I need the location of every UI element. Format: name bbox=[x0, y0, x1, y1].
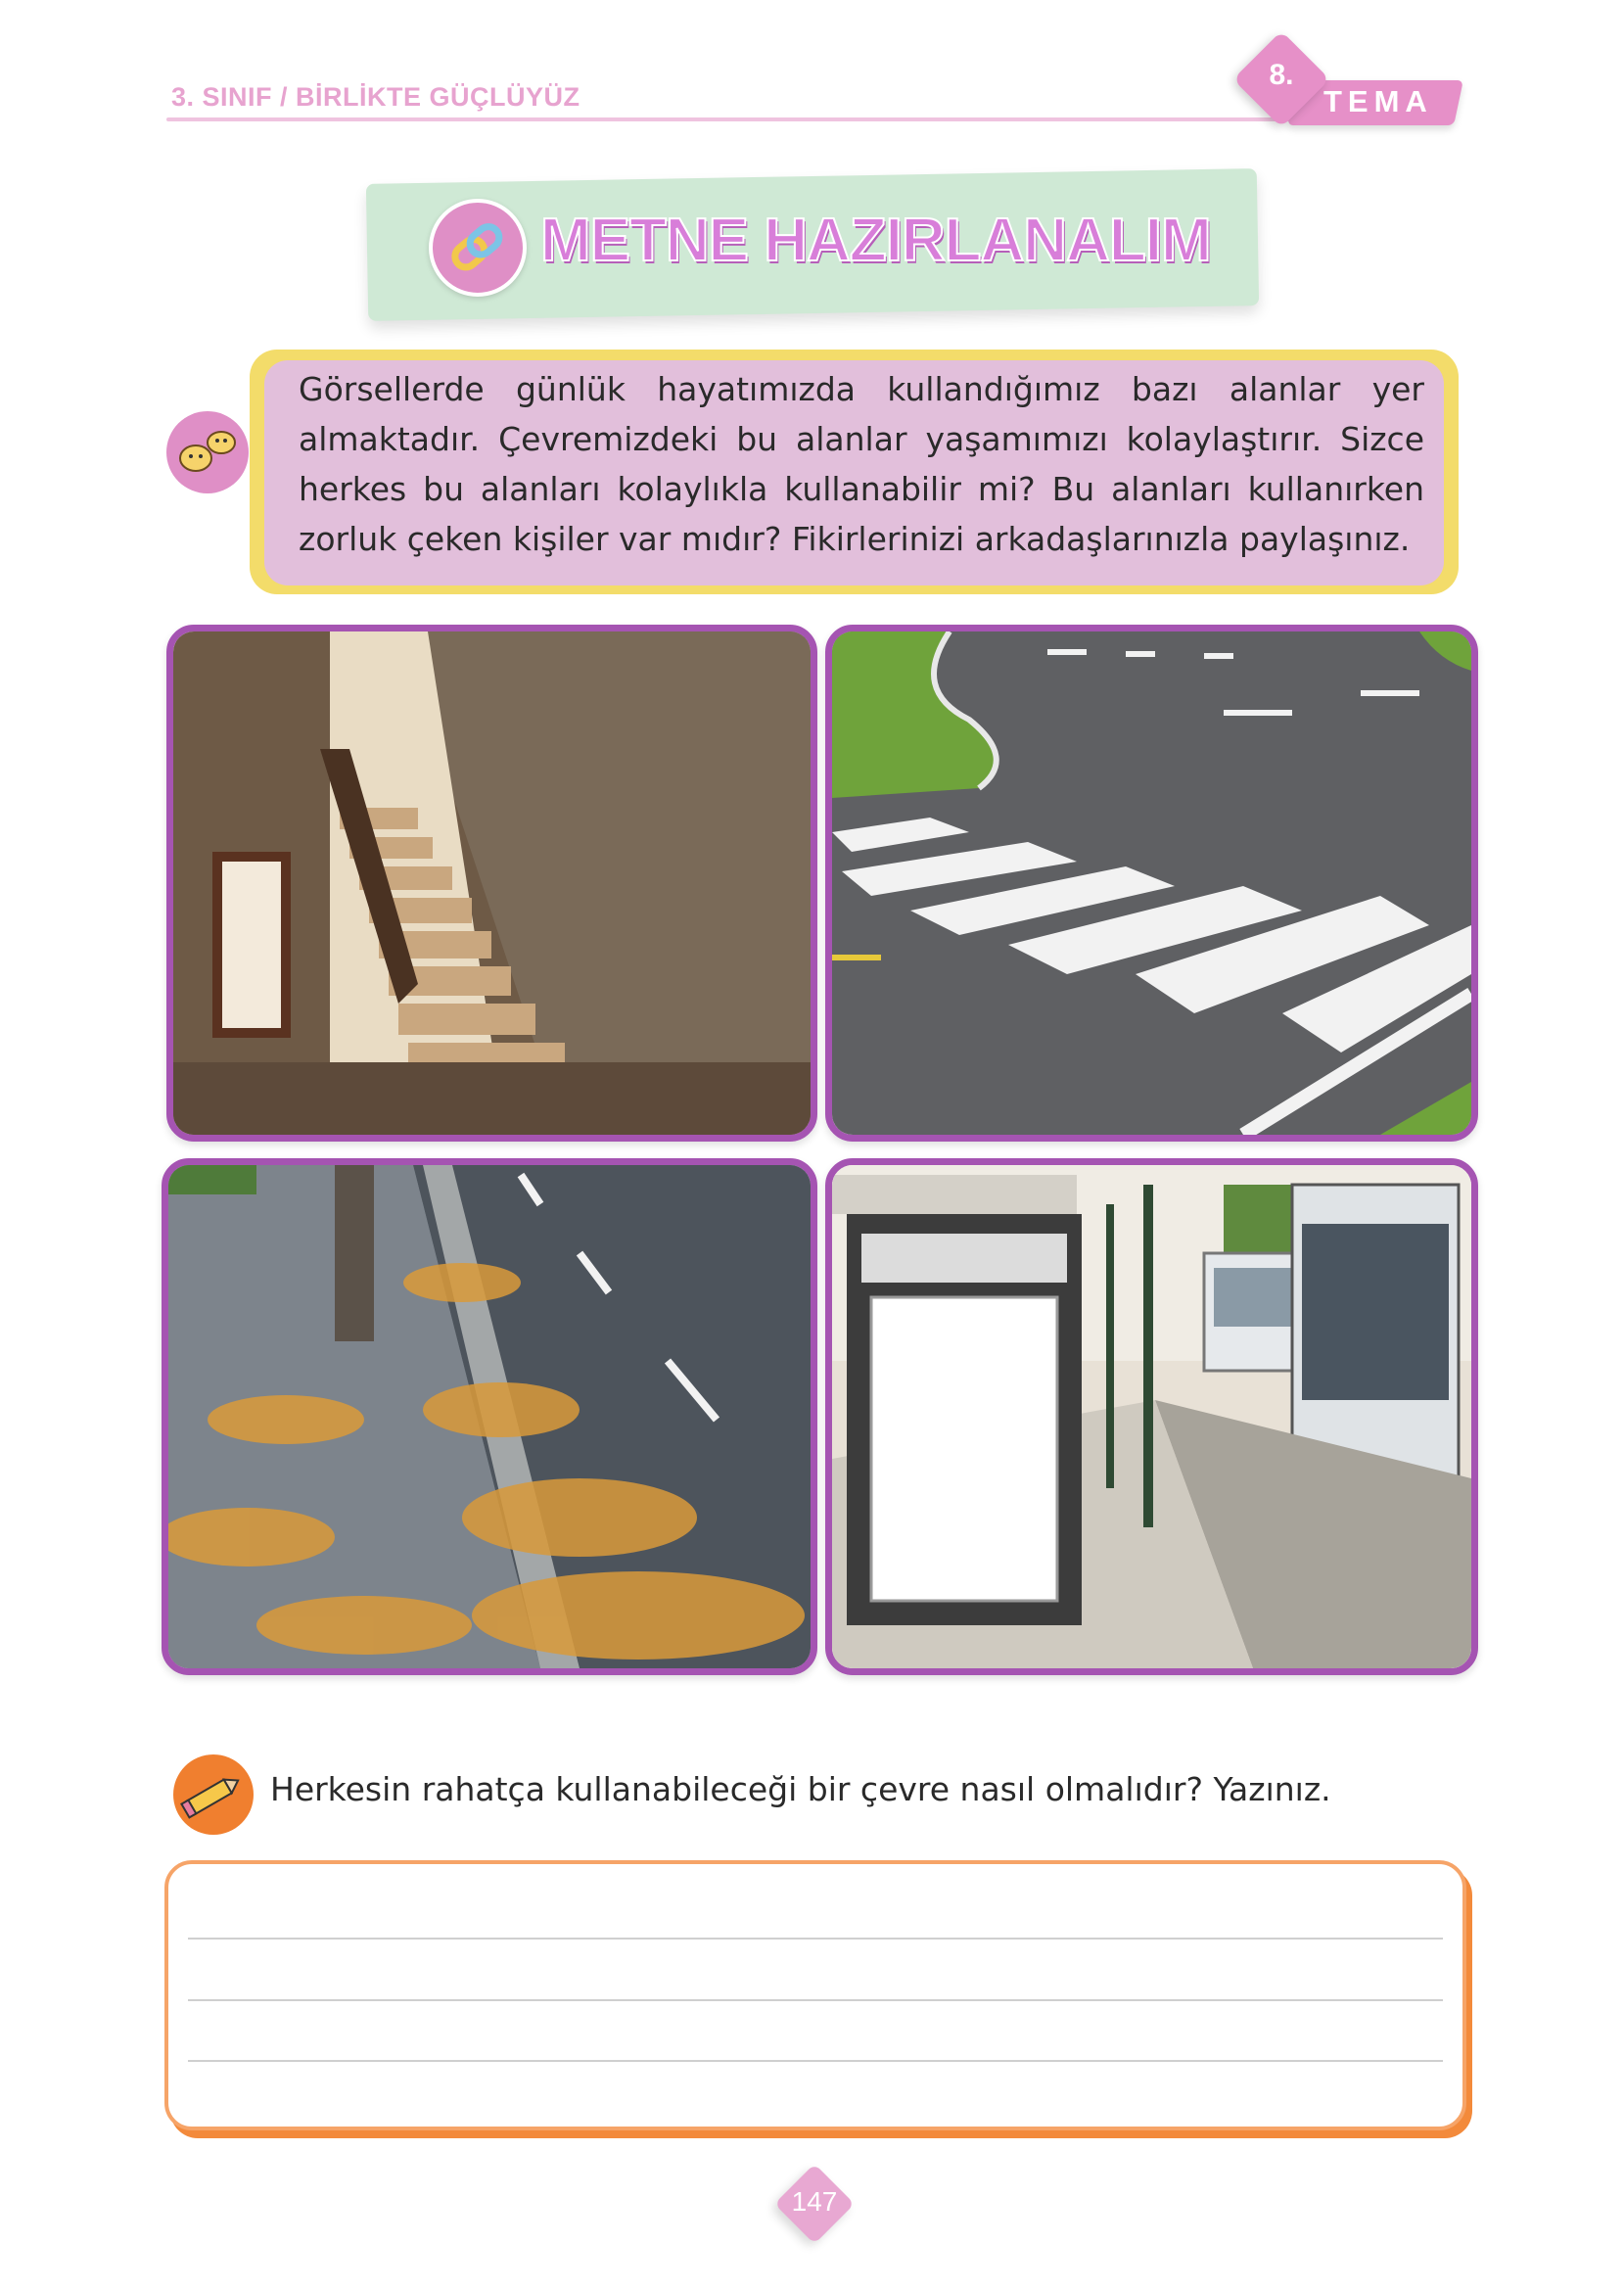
task-text: Herkesin rahatça kullanabileceği bir çevre nasıl olmalıdır? Yazınız. bbox=[270, 1770, 1331, 1808]
photo-sidewalk-with-leaves bbox=[162, 1158, 817, 1675]
intro-text: Görsellerde günlük hayatımızda kullandığımız bazı alanlar yer almaktadır. Çevremizdeki bu alanlar yaşamımızı kolaylaştırır. Sizce herkes bu alanları kolaylıkla kullanabilir mi? Bu alanları kullanırken zorluk çeken kişiler var mıdır? Fikirlerinizi arkadaşlarınızla paylaşınız. bbox=[299, 370, 1424, 558]
answer-line bbox=[188, 1938, 1443, 1940]
page-number: 147 bbox=[791, 2186, 838, 2217]
header-divider bbox=[166, 117, 1292, 121]
answer-box[interactable] bbox=[164, 1860, 1466, 2130]
theme-label: TEMA bbox=[1323, 84, 1433, 118]
photo-pedestrian-crossing bbox=[825, 625, 1478, 1142]
chain-link-icon bbox=[429, 199, 527, 297]
answer-line bbox=[188, 1999, 1443, 2001]
theme-number: 8. bbox=[1269, 59, 1294, 91]
answer-line bbox=[188, 2060, 1443, 2062]
speech-bubbles-icon bbox=[166, 411, 249, 493]
photo-staircase bbox=[166, 625, 817, 1142]
photo-bus-stop bbox=[825, 1158, 1478, 1675]
pencil-icon bbox=[173, 1754, 254, 1835]
header-title: 3. SINIF / BİRLİKTE GÜÇLÜYÜZ bbox=[171, 82, 580, 112]
section-title: METNE HAZIRLANALIM bbox=[540, 207, 1211, 274]
